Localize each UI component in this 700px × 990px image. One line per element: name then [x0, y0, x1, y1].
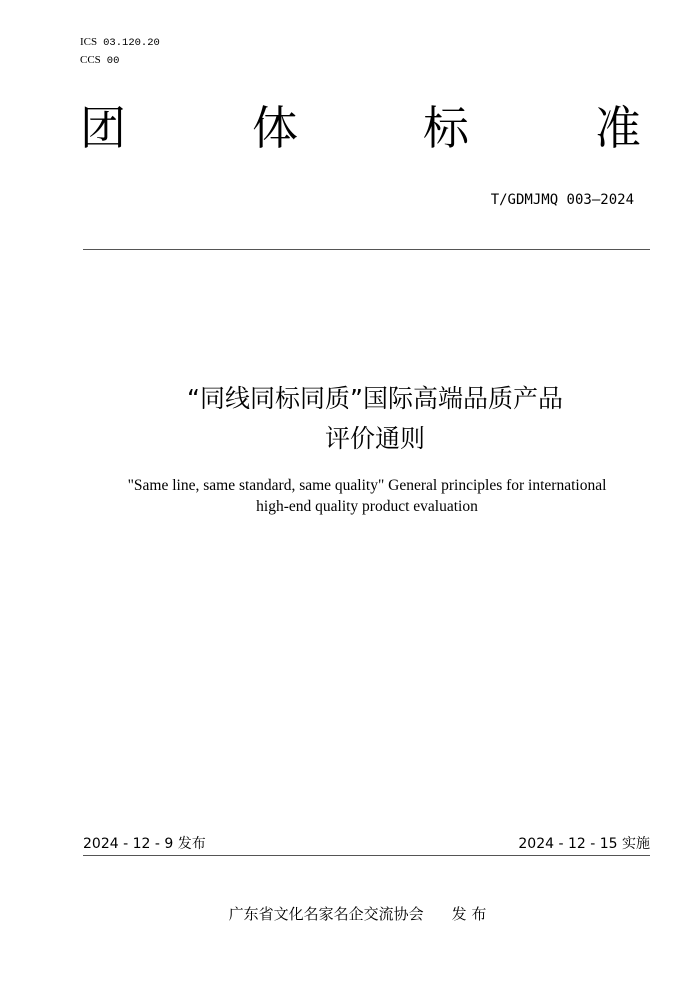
- standard-type-char: 体: [252, 101, 298, 155]
- title-english-line-1: "Same line, same standard, same quality" General principles for international: [127, 477, 607, 494]
- ics-code: 03.120.20: [103, 37, 160, 49]
- bottom-divider: [83, 855, 650, 856]
- ics-classification: [80, 35, 160, 50]
- standard-type-char: 团: [80, 101, 126, 155]
- implementation-date: 2024 - 12 - 15 实施: [518, 836, 650, 852]
- standard-type-char: 准: [595, 101, 641, 155]
- standard-number: T/GDMJMQ 003—2024: [490, 192, 634, 208]
- ccs-code: 00: [106, 55, 120, 67]
- standard-type-char: 标: [423, 101, 469, 155]
- top-divider: [83, 249, 650, 250]
- publisher-action: 发 布: [451, 905, 487, 923]
- title-chinese-line-1: “同线同标同质”国际高端品质产品: [187, 384, 563, 413]
- ccs-label: CCS: [80, 54, 101, 66]
- publish-date: 2024 - 12 - 9 发布: [83, 836, 206, 852]
- publisher-name: 广东省文化名家名企交流协会: [228, 905, 424, 923]
- title-english-line-2: high-end quality product evaluation: [256, 498, 478, 515]
- ics-label: ICS: [80, 36, 98, 48]
- ccs-classification: [80, 53, 119, 68]
- publisher-line: [0, 903, 700, 925]
- title-chinese-line-2: 评价通则: [324, 424, 425, 453]
